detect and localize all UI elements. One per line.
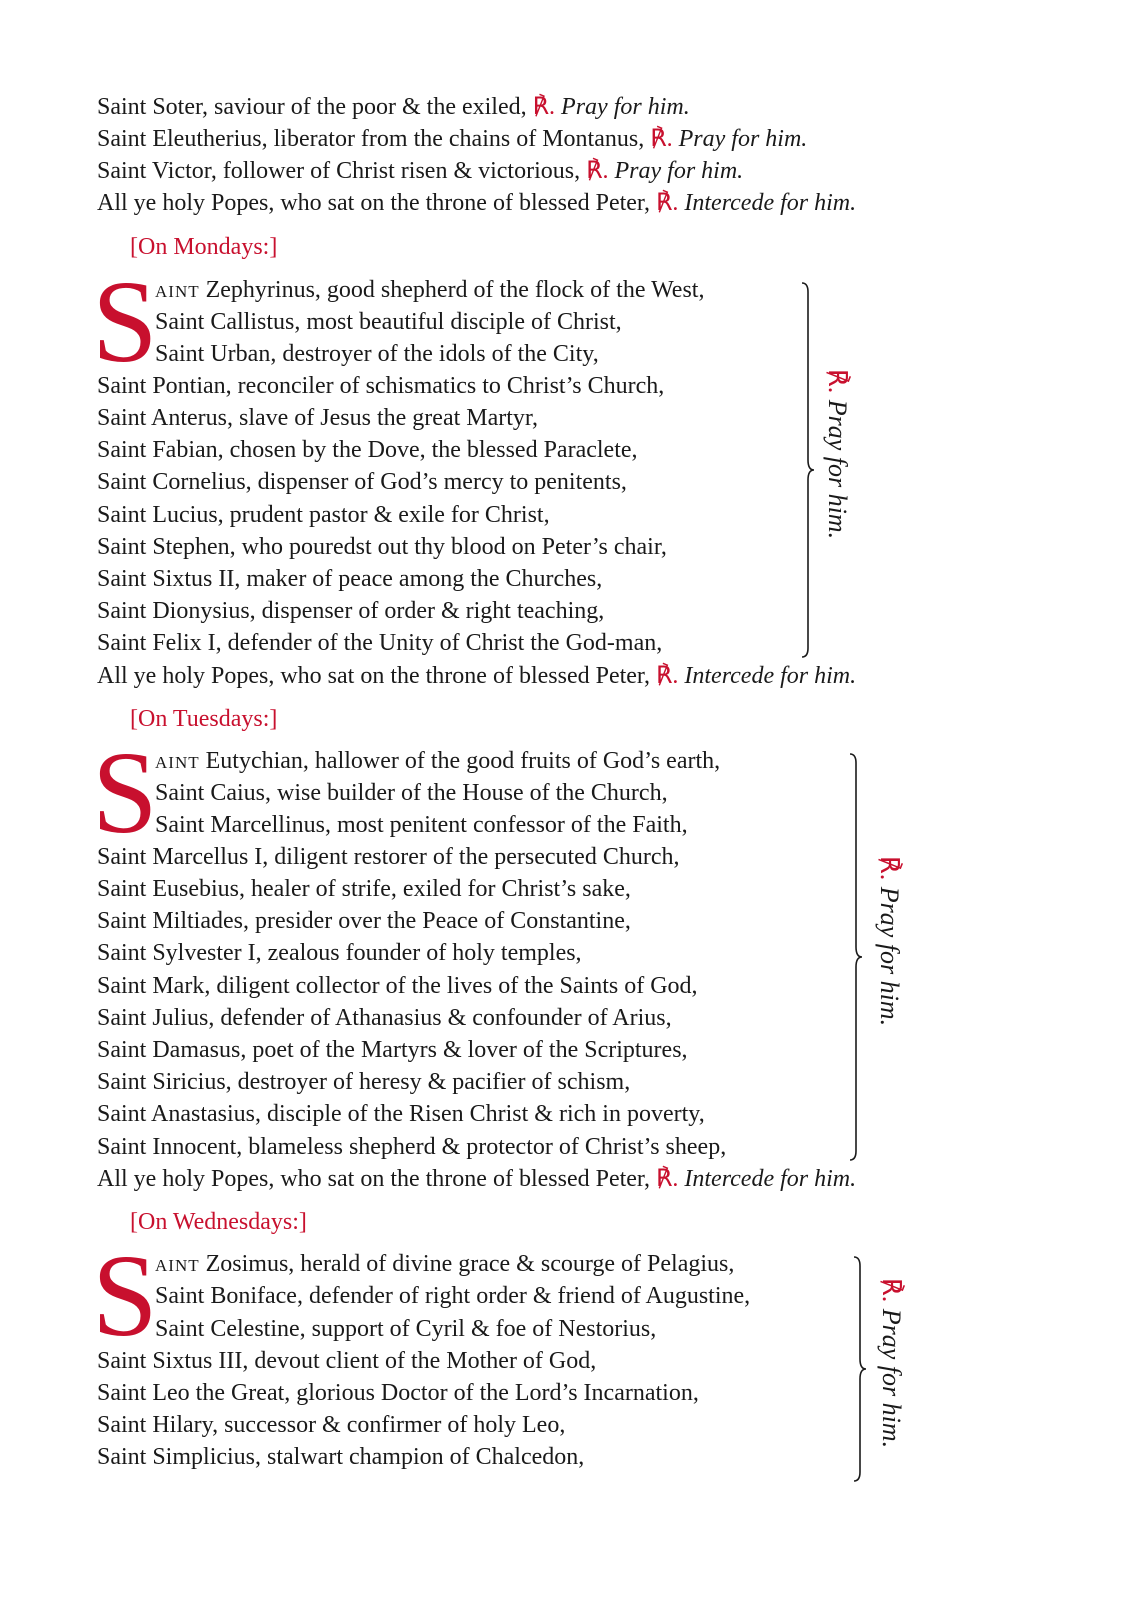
litany-line: Saint Caius, wise builder of the House of the Church, <box>155 780 668 806</box>
litany-line: Saint Damasus, poet of the Martyrs & lover of the Scriptures, <box>97 1037 688 1063</box>
litany-line: Saint Julius, defender of Athanasius & confounder of Arius, <box>97 1005 672 1031</box>
drop-cap: S <box>92 727 158 858</box>
litany-line: Saint Pontian, reconciler of schismatics to Christ’s Church, <box>97 373 665 399</box>
litany-line: Saint Fabian, chosen by the Dove, the blessed Paraclete, <box>97 437 638 463</box>
drop-cap: S <box>92 1230 158 1361</box>
litany-line: Saint Hilary, successor & confirmer of holy Leo, <box>97 1412 566 1438</box>
litany-line: Saint Siricius, destroyer of heresy & pacifier of schism, <box>97 1069 631 1095</box>
response-symbol: ℟. <box>655 190 679 216</box>
litany-line: Saint Victor, follower of Christ risen & victorious, ℟. Pray for him. <box>97 158 744 184</box>
litany-line: aint Zephyrinus, good shepherd of the flock of the West, <box>155 277 705 303</box>
litany-line: Saint Simplicius, stalwart champion of Chalcedon, <box>97 1444 585 1470</box>
litany-line: Saint Urban, destroyer of the idols of the City, <box>155 341 599 367</box>
litany-line: Saint Stephen, who pouredst out thy blood on Peter’s chair, <box>97 534 667 560</box>
response-symbol: ℟. <box>655 663 679 689</box>
litany-line: Saint Anastasius, disciple of the Risen Christ & rich in poverty, <box>97 1101 705 1127</box>
section-heading-mondays: [On Mondays:] <box>130 234 278 260</box>
litany-line: Saint Marcellinus, most penitent confessor of the Faith, <box>155 812 688 838</box>
response-symbol: ℟. <box>650 126 673 152</box>
closing-line: All ye holy Popes, who sat on the throne of blessed Peter, ℟. Intercede for him. <box>97 663 857 689</box>
litany-line: Saint Leo the Great, glorious Doctor of the Lord’s Incarnation, <box>97 1380 699 1406</box>
litany-line: Saint Callistus, most beautiful disciple of Christ, <box>155 309 622 335</box>
section-heading-tuesdays: [On Tuesdays:] <box>130 706 278 732</box>
response-symbol: ℟. <box>586 158 609 184</box>
litany-line: Saint Anterus, slave of Jesus the great Martyr, <box>97 405 538 431</box>
closing-line: All ye holy Popes, who sat on the throne of blessed Peter, ℟. Intercede for him. <box>97 1166 857 1192</box>
vertical-response: ℟. Pray for him. <box>875 855 904 1027</box>
closing-line: All ye holy Popes, who sat on the throne of blessed Peter, ℟. Intercede for him. <box>97 190 857 216</box>
response-symbol: ℟. <box>532 94 556 120</box>
litany-line: Saint Boniface, defender of right order & friend of Augustine, <box>155 1283 751 1309</box>
response-symbol: ℟. <box>655 1166 679 1192</box>
litany-line: Saint Cornelius, dispenser of God’s mercy to penitents, <box>97 469 627 495</box>
litany-line: Saint Soter, saviour of the poor & the exiled, ℟. Pray for him. <box>97 94 690 120</box>
litany-line: Saint Felix I, defender of the Unity of Christ the God-man, <box>97 630 663 656</box>
litany-line: Saint Sylvester I, zealous founder of holy temples, <box>97 940 582 966</box>
litany-line: aint Eutychian, hallower of the good fruits of God’s earth, <box>155 748 721 774</box>
litany-line: Saint Marcellus I, diligent restorer of the persecuted Church, <box>97 844 680 870</box>
vertical-response: ℟. Pray for him. <box>823 368 852 540</box>
litany-line: Saint Miltiades, presider over the Peace of Constantine, <box>97 908 631 934</box>
litany-line: Saint Mark, diligent collector of the lives of the Saints of God, <box>97 973 698 999</box>
litany-line: Saint Sixtus III, devout client of the Mother of God, <box>97 1348 597 1374</box>
litany-line: Saint Dionysius, dispenser of order & right teaching, <box>97 598 605 624</box>
litany-line: Saint Eusebius, healer of strife, exiled for Christ’s sake, <box>97 876 631 902</box>
litany-line: Saint Lucius, prudent pastor & exile for Christ, <box>97 502 550 528</box>
drop-cap: S <box>92 256 158 387</box>
litany-line: Saint Innocent, blameless shepherd & protector of Christ’s sheep, <box>97 1134 727 1160</box>
litany-line: Saint Celestine, support of Cyril & foe of Nestorius, <box>155 1316 657 1342</box>
section-heading-wednesdays: [On Wednesdays:] <box>130 1209 307 1235</box>
vertical-response: ℟. Pray for him. <box>877 1277 906 1449</box>
litany-line: aint Zosimus, herald of divine grace & scourge of Pelagius, <box>155 1251 735 1277</box>
litany-line: Saint Sixtus II, maker of peace among the Churches, <box>97 566 603 592</box>
litany-line: Saint Eleutherius, liberator from the chains of Montanus, ℟. Pray for him. <box>97 126 808 152</box>
